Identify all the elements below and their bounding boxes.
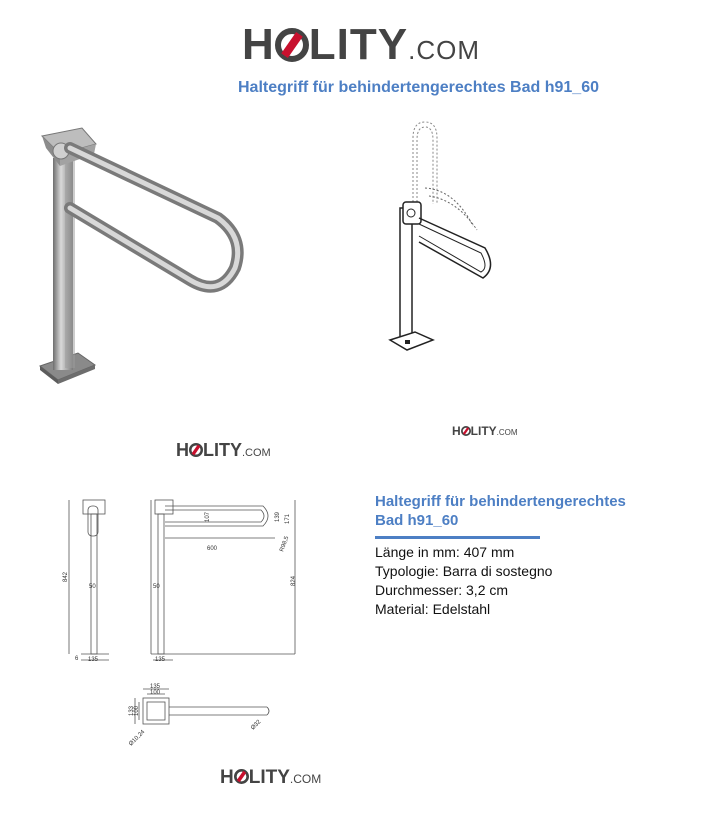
logo-o-icon	[275, 20, 309, 70]
brand-logo-bottom-suffix: .COM	[289, 772, 322, 786]
dim-front-foot: 6	[75, 656, 79, 662]
dim-top-w1: 135	[150, 684, 161, 690]
heading-divider	[375, 536, 540, 539]
brand-logo-bottom-h: H	[220, 767, 234, 788]
brand-logo-top	[242, 20, 480, 70]
brand-logo-small-2	[452, 424, 518, 438]
product-heading-line1: Haltegriff für behindertengerechtes	[375, 493, 626, 510]
product-line-drawing	[385, 118, 495, 358]
spec-length: Länge in mm: 407 mm	[375, 544, 515, 560]
logo-o-icon	[461, 424, 471, 438]
brand-logo-rest: LITY	[308, 20, 409, 69]
brand-logo-small-1-rest: LITY	[203, 440, 242, 460]
dim-side-radius: R98,5	[279, 535, 291, 553]
spec-diameter: Durchmesser: 3,2 cm	[375, 582, 509, 598]
dim-side-height: 824	[291, 575, 297, 586]
brand-logo-h: H	[242, 20, 275, 69]
brand-logo-small-1	[176, 440, 271, 461]
technical-drawing	[55, 492, 315, 752]
dim-side-base: 135	[155, 657, 166, 663]
dim-front-base: 135	[88, 657, 99, 663]
dim-side-length: 600	[207, 546, 218, 552]
product-heading-line2: Bad h91_60	[375, 512, 459, 529]
product-photo	[30, 118, 260, 393]
brand-logo-small-2-h: H	[452, 424, 461, 438]
dim-side-h3: 171	[285, 513, 291, 524]
dim-side-h2: 139	[275, 511, 281, 522]
brand-logo-suffix: .COM	[408, 35, 480, 65]
brand-logo-small-1-suffix: .COM	[242, 447, 271, 459]
brand-logo-bottom-rest: LITY	[248, 767, 290, 788]
product-info	[375, 492, 695, 619]
spec-typology: Typologie: Barra di sostegno	[375, 563, 553, 579]
dim-front-height: 842	[63, 571, 69, 582]
dim-top-w2: 100	[150, 690, 161, 696]
dim-top-dia: Ø32	[250, 719, 263, 732]
dim-top-d1: 133	[129, 705, 135, 716]
dim-side-tube: 50	[153, 584, 160, 590]
dim-top-d2: 100	[134, 705, 140, 716]
brand-logo-small-2-suffix: .COM	[496, 428, 518, 437]
brand-logo-small-2-rest: LITY	[470, 424, 497, 438]
brand-logo-small-1-h: H	[176, 440, 189, 460]
brand-logo-bottom	[220, 767, 321, 789]
dim-side-h1: 107	[205, 511, 211, 522]
product-heading	[375, 492, 695, 530]
dim-top-hole: Ø10,24	[128, 729, 147, 748]
dim-front-tube: 50	[89, 584, 96, 590]
spec-material: Material: Edelstahl	[375, 601, 491, 617]
logo-o-icon	[189, 440, 203, 461]
logo-o-icon	[234, 767, 249, 789]
page-title: Haltegriff für behindertengerechtes Bad h91_60	[238, 79, 599, 96]
